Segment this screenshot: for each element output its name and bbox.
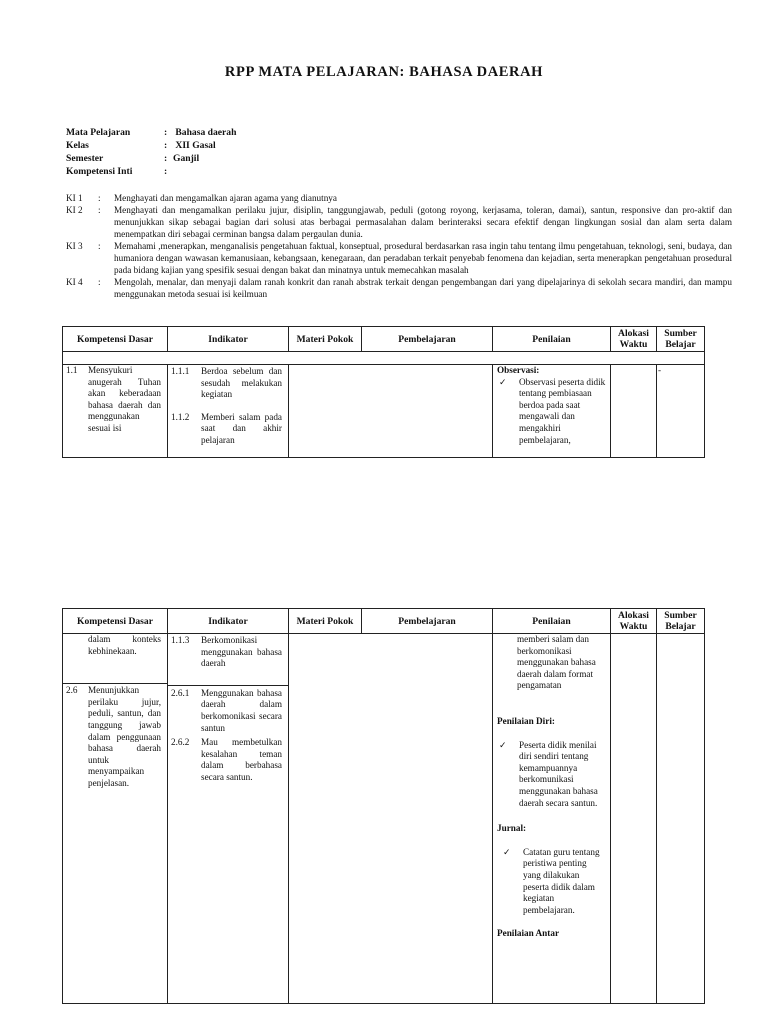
lesson-plan-table-1 (62, 326, 705, 458)
materi-pembelajaran-cell (289, 634, 493, 1004)
kd-number: 1.1 (66, 365, 78, 375)
indikator-divider (168, 685, 288, 784)
header-indikator: Indikator (168, 327, 289, 352)
check-icon: ✓ (499, 376, 507, 387)
header-pembelajaran: Pembelajaran (362, 327, 493, 352)
penilaian-diri-text: Peserta didik menilai diri sendiri tentang kemampuannya berkomunikasi menggunakan bahasa daerah secara santun. (519, 739, 598, 808)
info-label: Mata Pelajaran (66, 127, 131, 138)
ki-code: KI 4 (66, 277, 83, 287)
info-value: Ganjil (173, 153, 200, 164)
alokasi-cell (611, 634, 657, 1004)
kd-cell (63, 634, 168, 1004)
indikator-number: 2.6.1 (171, 687, 190, 698)
kd-text: Mensyukuri anugerah Tuhan akan keberadaan bahasa daerah dan menggunakan sesuai isi (88, 365, 161, 433)
header-sumber-belajar: Sumber Belajar (657, 609, 705, 634)
header-alokasi-waktu: Alokasi Waktu (611, 609, 657, 634)
info-label: Kelas (66, 140, 89, 151)
ki-item-2 (66, 204, 732, 240)
check-icon: ✓ (503, 846, 511, 857)
kd-divider (63, 683, 167, 789)
ki-item-1 (66, 192, 732, 204)
info-colon: : (164, 127, 168, 138)
penilaian-cell (493, 634, 611, 1004)
ki-text: Menghayati dan mengamalkan perilaku jujur, disiplin, tanggungjawab, peduli (gotong royong, kerjasama, toleran, damai), santun, responsive dan pro-aktif dan menunjukkan sikap sebagai bagian dari solusi atas berbagai permasalahan dalam berinteraksi secara efektif dengan lingkungan sosial dan alam serta dalam menempatkan diri sebagai cerminan bangsa dalam pergaulan dunia. (114, 205, 732, 239)
indikator-number: 1.1.1 (171, 366, 190, 376)
ki-colon: : (98, 205, 101, 215)
indikator-text: Berkomonikasi menggunakan bahasa daerah (201, 635, 282, 669)
table-header-row (63, 609, 705, 634)
indikator-text: Memberi salam pada saat dan akhir pelajaran (201, 411, 282, 445)
header-kompetensi-dasar: Kompetensi Dasar (63, 609, 168, 634)
info-row-semester (66, 152, 236, 165)
header-indikator: Indikator (168, 609, 289, 634)
ki-colon: : (98, 193, 101, 203)
info-colon: : (164, 153, 168, 164)
kd-cell (63, 365, 168, 458)
info-colon: : (164, 140, 168, 151)
ki-item-4 (66, 276, 732, 300)
info-value: XII Gasal (173, 140, 216, 151)
penilaian-diri-heading: Penilaian Diri: (497, 715, 555, 726)
indikator-text: Menggunakan bahasa daerah dalam berkomonikasi secara santun (201, 687, 282, 733)
lesson-plan-table-2 (62, 608, 705, 1004)
info-row-subject (66, 126, 236, 139)
info-value: Bahasa daerah (173, 127, 237, 138)
indikator-number: 1.1.3 (171, 635, 190, 645)
header-sumber-belajar: Sumber Belajar (657, 327, 705, 352)
kd-number: 2.6 (66, 685, 78, 696)
penilaian-text-continued: memberi salam dan berkomonikasi menggunakan bahasa daerah dalam format pengamatan (517, 634, 596, 691)
core-competency-list (66, 192, 732, 300)
info-colon: : (164, 166, 168, 177)
header-penilaian: Penilaian (493, 609, 611, 634)
info-row-class (66, 139, 236, 152)
header-alokasi-waktu: Alokasi Waktu (611, 327, 657, 352)
kd-text-continued: dalam konteks kebhinekaan. (88, 634, 161, 656)
subject-info (66, 126, 236, 178)
sumber-mark: - (658, 365, 662, 375)
ki-text: Mengolah, menalar, dan menyaji dalam ranah konkrit dan ranah abstrak terkait dengan pengembangan dari yang dipelajarinya di sekolah secara mandiri, dan mampu menggunakan metoda sesuai isi keilmuan (114, 277, 732, 299)
table-header-row (63, 327, 705, 352)
indikator-cell (168, 365, 289, 458)
document-title: RPP MATA PELAJARAN: BAHASA DAERAH (224, 64, 544, 80)
sumber-cell (657, 634, 705, 1004)
indikator-text: Mau membetulkan kesalahan teman dalam berbahasa secara santun. (201, 737, 282, 782)
header-materi-pokok: Materi Pokok (289, 609, 362, 634)
ki-code: KI 2 (66, 205, 83, 215)
sumber-cell (657, 365, 705, 458)
header-pembelajaran: Pembelajaran (362, 609, 493, 634)
header-materi-pokok: Materi Pokok (289, 327, 362, 352)
info-label: Kompetensi Inti (66, 166, 133, 177)
ki-colon: : (98, 277, 101, 287)
header-kompetensi-dasar: Kompetensi Dasar (63, 327, 168, 352)
table-row (63, 634, 705, 1004)
info-label: Semester (66, 153, 104, 164)
penilaian-text: Observasi peserta didik tentang pembiasaan berdoa pada saat mengawali dan mengakhiri pembelajaran, (519, 376, 606, 445)
ki-code: KI 3 (66, 241, 83, 251)
penilaian-heading: Observasi: (497, 365, 540, 375)
kd-text: Menunjukkan perilaku jujur, peduli, santun, dan tanggung jawab dalam penggunaan bahasa daerah untuk menyampaikan penjelasan. (88, 685, 161, 788)
table-row (63, 365, 705, 458)
penilaian-antar-heading: Penilaian Antar (497, 928, 560, 939)
indikator-text: Berdoa sebelum dan sesudah melakukan kegiatan (201, 366, 282, 400)
indikator-cell (168, 634, 289, 1004)
spacer-cell (63, 352, 705, 365)
penilaian-cell (493, 365, 611, 458)
jurnal-text: Catatan guru tentang peristiwa penting yang dilakukan peserta didik dalam kegiatan pembelajaran. (523, 846, 600, 915)
alokasi-cell (611, 365, 657, 458)
ki-text: Memahami ,menerapkan, menganalisis pengetahuan faktual, konseptual, prosedural berdasarkan rasa ingin tahu tentang ilmu pengetahuan, teknologi, seni, budaya, dan humaniora dengan wawasan kemanusiaan, kebangsaan, kenegaraan, dan peradaban terkait penyebab fenomena dan kejadian, serta menerapkan pengetahuan prosedural pada bidang kajian yang spesifik sesuai dengan bakat dan minatnya untuk memecahkan masalah (114, 241, 732, 275)
ki-code: KI 1 (66, 193, 83, 203)
ki-colon: : (98, 241, 101, 251)
indikator-number: 1.1.2 (171, 411, 190, 422)
jurnal-heading: Jurnal: (497, 823, 527, 834)
ki-item-3 (66, 240, 732, 276)
indikator-number: 2.6.2 (171, 737, 190, 748)
check-icon: ✓ (499, 739, 507, 750)
materi-pembelajaran-cell (289, 365, 493, 458)
info-row-core-competency (66, 165, 236, 178)
header-penilaian: Penilaian (493, 327, 611, 352)
ki-text: Menghayati dan mengamalkan ajaran agama yang dianutnya (114, 193, 337, 203)
table-spacer-row (63, 352, 705, 365)
